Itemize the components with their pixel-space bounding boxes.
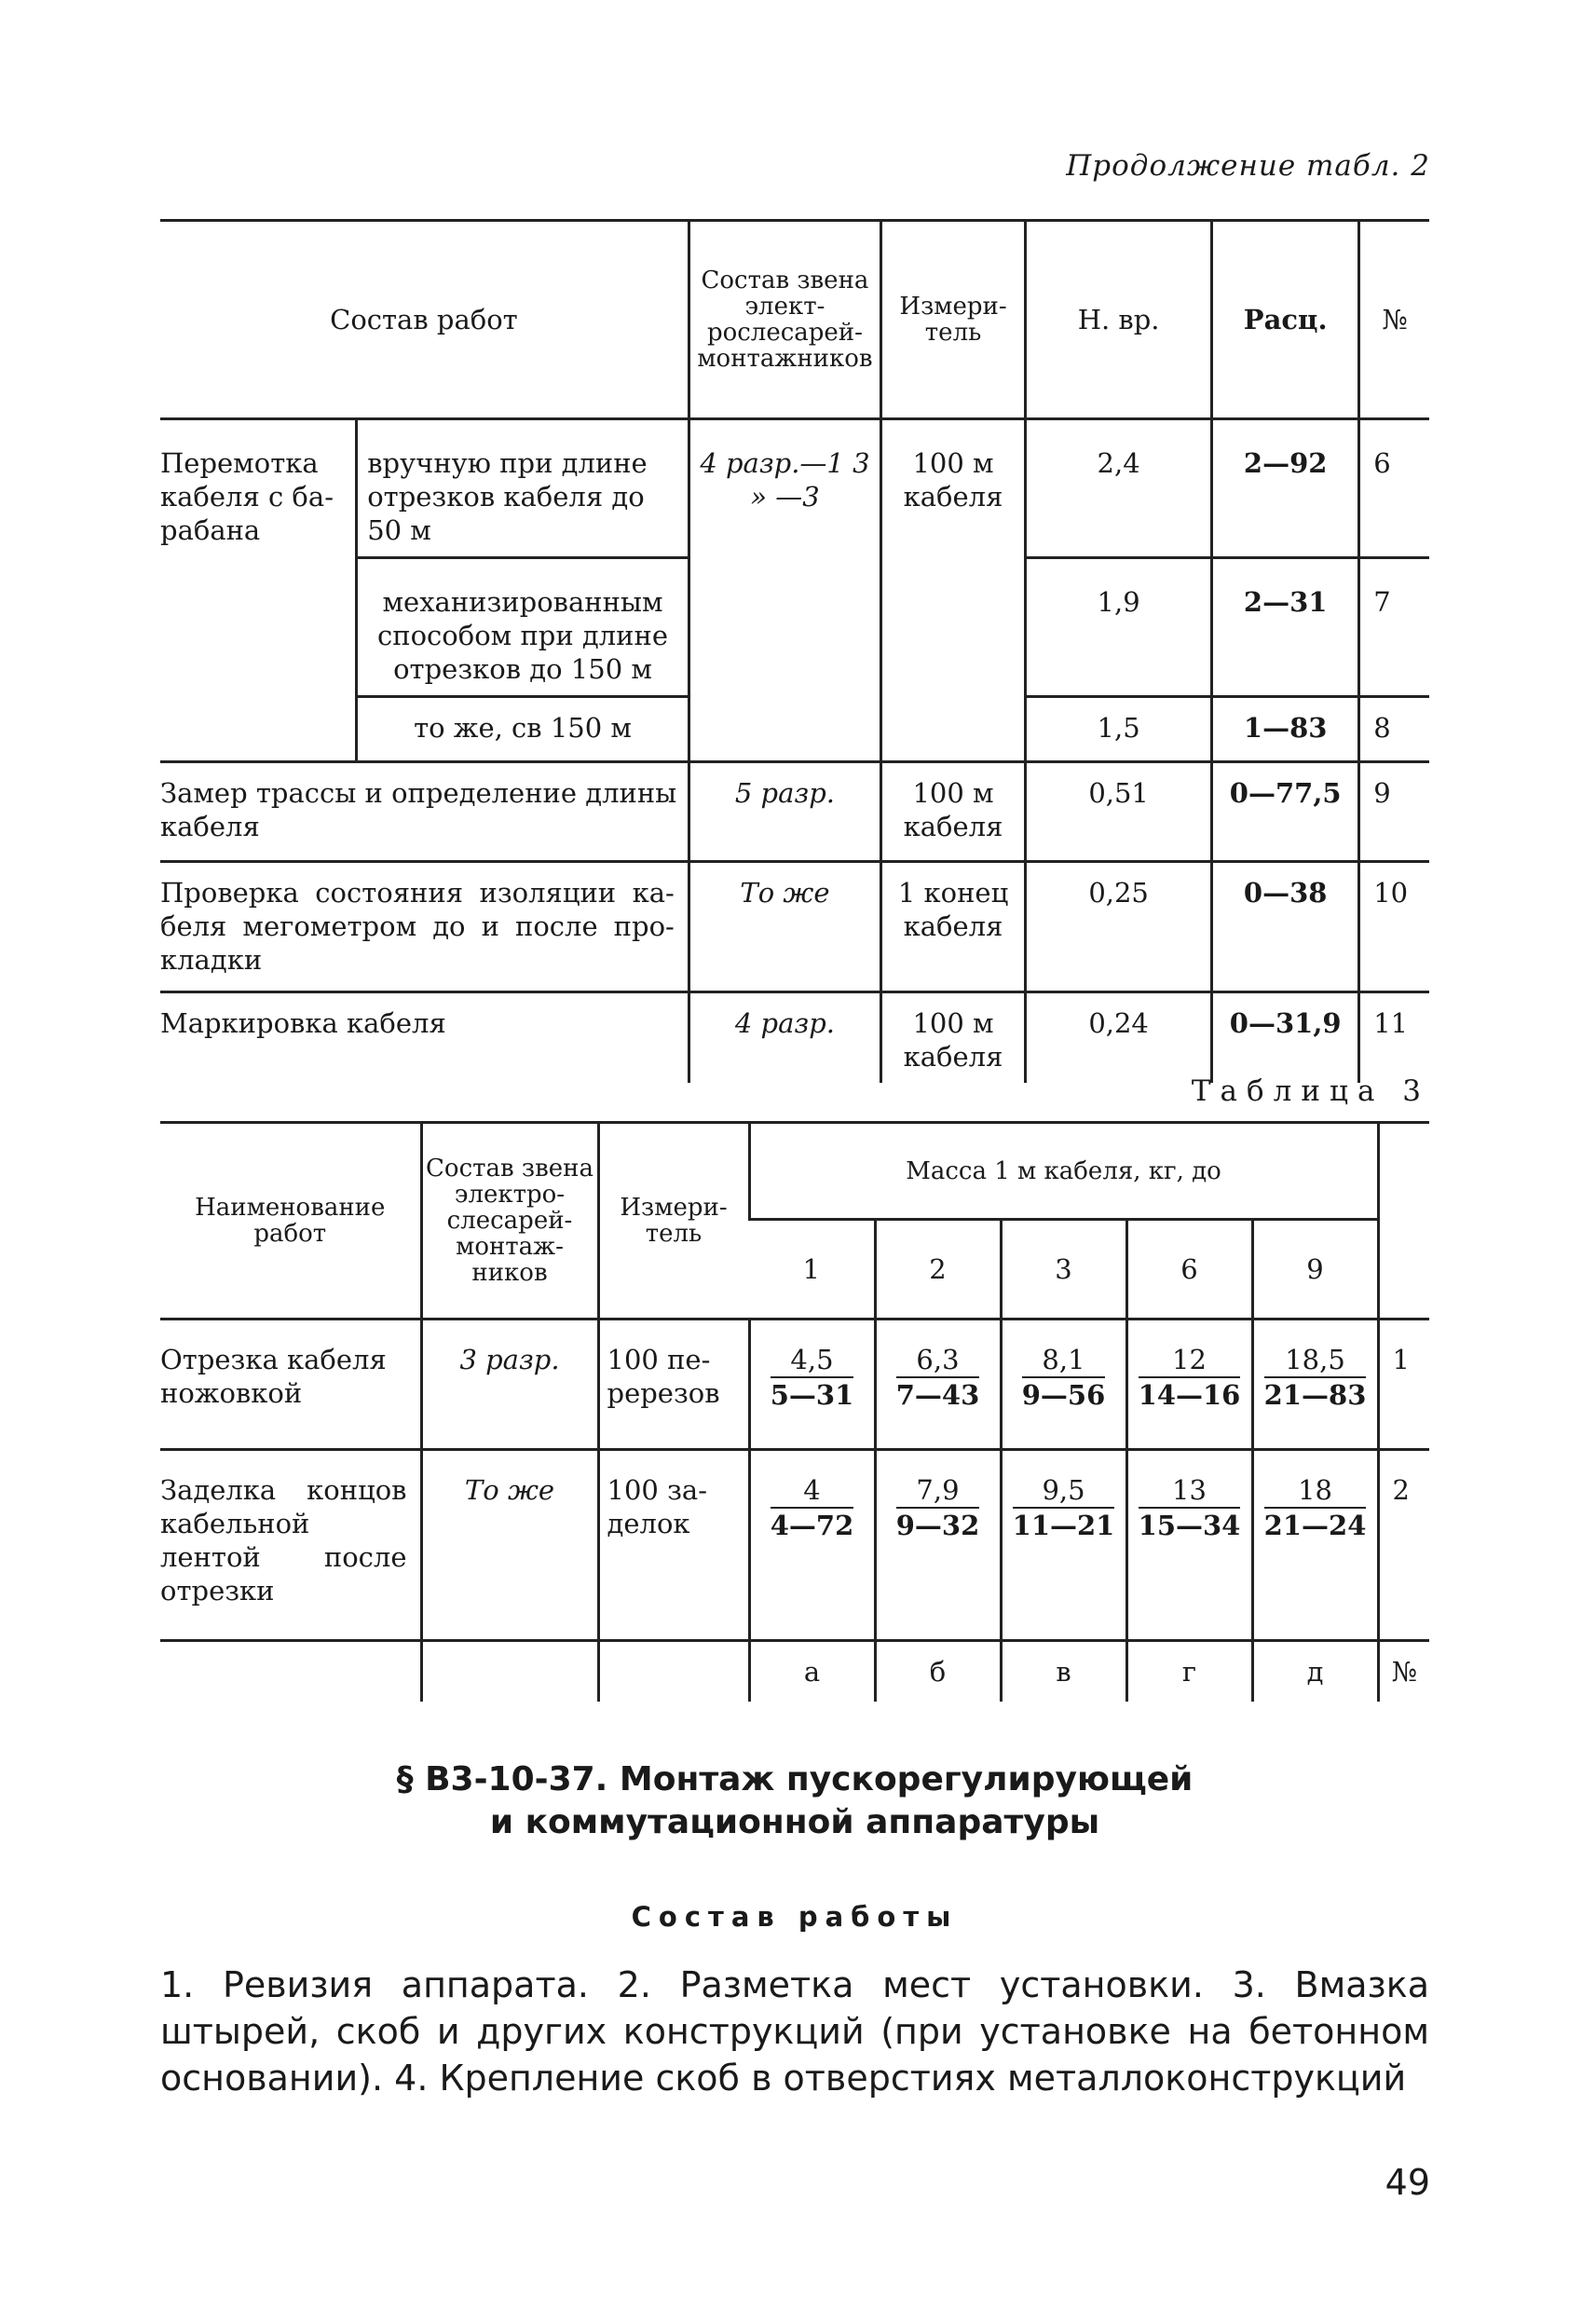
rate-value: 2—31 [1212, 558, 1359, 697]
header-name: Наименование работ [160, 1123, 421, 1320]
section-title-line1: § В3-10-37. Монтаж пускорегулирующей [396, 1760, 1194, 1798]
unit-value: 1 конец кабеля [881, 862, 1026, 992]
rate-value: 0—77,5 [1212, 762, 1359, 862]
mass-cell [875, 1320, 1001, 1450]
work-name: Проверка состояния изоляции кабеля мегометром до и после прокладки [160, 862, 689, 992]
continuation-note: Продолжение табл. 2 [1066, 149, 1430, 183]
table-3 [160, 1121, 1429, 1702]
norm-value: 0,25 [1026, 862, 1212, 992]
row-number: 2 [1378, 1450, 1429, 1641]
norm-value: 9,5 [1013, 1473, 1115, 1509]
unit-value: 100 м кабеля [881, 992, 1026, 1084]
norm-value: 8,1 [1022, 1343, 1106, 1378]
crew-value: То же [689, 862, 880, 992]
rate-value: 21—24 [1263, 1510, 1367, 1541]
norm-value: 6,3 [896, 1343, 980, 1378]
crew-value: То же [421, 1450, 598, 1641]
rate-value: 7—43 [895, 1379, 980, 1411]
rate-value: 1—83 [1212, 697, 1359, 762]
mass-cell [1126, 1450, 1252, 1641]
table-row [160, 1450, 1429, 1641]
header-work: Состав работ [160, 221, 689, 419]
work-name: Отрезка кабеля ножовкой [160, 1320, 421, 1450]
work-name: Заделка концов кабельной лентой после отрезки [160, 1450, 421, 1641]
header-no: № [1359, 221, 1429, 419]
norm-value: 1,9 [1026, 558, 1212, 697]
norm-value: 2,4 [1026, 419, 1212, 558]
group-method: то же, св 150 м [357, 697, 689, 762]
footer-letter: г [1126, 1641, 1252, 1702]
mass-cell [1252, 1320, 1378, 1450]
row-number: 8 [1359, 697, 1429, 762]
table-2-continuation [160, 219, 1429, 1083]
row-number: 10 [1359, 862, 1429, 992]
work-name: Замер трассы и определение длины кабеля [160, 762, 689, 862]
unit-value: 100 перерезов [598, 1320, 749, 1450]
page-number: 49 [1385, 2162, 1430, 2203]
norm-value: 18,5 [1264, 1343, 1367, 1378]
norm-value: 1,5 [1026, 697, 1212, 762]
rate-value: 11—21 [1012, 1510, 1115, 1541]
table-3-label: Таблица 3 [1191, 1074, 1430, 1108]
table-row [160, 1320, 1429, 1450]
norm-value: 4,5 [771, 1343, 854, 1378]
footer-blank [598, 1641, 749, 1702]
row-number: 7 [1359, 558, 1429, 697]
group-label: Перемотка кабеля с барабана [160, 419, 357, 762]
section-title [160, 1758, 1429, 1844]
header-norm: Н. вр. [1026, 221, 1212, 419]
rate-value: 0—31,9 [1212, 992, 1359, 1084]
header-mass: Масса 1 м кабеля, кг, до [749, 1123, 1378, 1220]
footer-no: № [1378, 1641, 1429, 1702]
norm-value: 0,24 [1026, 992, 1212, 1084]
mass-col-header: 6 [1126, 1220, 1252, 1320]
table-row [160, 862, 1429, 992]
unit-value: 100 м кабеля [881, 762, 1026, 862]
footer-letter: д [1252, 1641, 1378, 1702]
body-paragraph: 1. Ревизия аппарата. 2. Разметка мест установки. 3. Вмазка штырей, скоб и других конструкций (при установке на бетонном основании). 4. Крепление скоб в отверстиях металлоконструкций [160, 1964, 1429, 2099]
table-footer-row [160, 1641, 1429, 1702]
group-method: механизированным способом при длине отрезков до 150 м [357, 558, 689, 697]
rate-value: 0—38 [1212, 862, 1359, 992]
mass-cell [749, 1450, 875, 1641]
table-row [160, 762, 1429, 862]
work-composition-title: Состав работы [631, 1901, 959, 1933]
header-unit: Измеритель [598, 1123, 749, 1320]
mass-cell [749, 1320, 875, 1450]
mass-col-header: 3 [1001, 1220, 1126, 1320]
section-title-line2: и коммутационной аппаратуры [489, 1803, 1100, 1841]
footer-blank [421, 1641, 598, 1702]
mass-cell [1001, 1450, 1126, 1641]
rate-value: 2—92 [1212, 419, 1359, 558]
table-row [160, 419, 1429, 558]
footer-letter: а [749, 1641, 875, 1702]
work-name: Маркировка кабеля [160, 1007, 446, 1039]
footer-blank [160, 1641, 421, 1702]
group-crew: 4 разр.—1 3 » —3 [689, 419, 880, 762]
header-rate: Расц. [1212, 221, 1359, 419]
mass-col-header: 2 [875, 1220, 1001, 1320]
header-crew: Состав звена электрослесареймонтажников [689, 221, 880, 419]
row-number: 1 [1378, 1320, 1429, 1450]
header-no-blank [1378, 1123, 1429, 1320]
row-number: 11 [1359, 992, 1429, 1084]
rate-value: 14—16 [1138, 1379, 1241, 1411]
header-crew: Состав звена электрослесареймонтажников [421, 1123, 598, 1320]
footer-letter: б [875, 1641, 1001, 1702]
norm-value: 0,51 [1026, 762, 1212, 862]
crew-value: 4 разр. [689, 992, 880, 1084]
mass-col-header: 1 [749, 1220, 875, 1320]
norm-value: 13 [1139, 1473, 1241, 1509]
rate-value: 21—83 [1263, 1379, 1367, 1411]
mass-cell [1252, 1450, 1378, 1641]
row-number: 9 [1359, 762, 1429, 862]
rate-value: 4—72 [770, 1510, 854, 1541]
row-number: 6 [1359, 419, 1429, 558]
rate-value: 9—32 [895, 1510, 980, 1541]
mass-cell [1001, 1320, 1126, 1450]
header-unit: Измеритель [881, 221, 1026, 419]
rate-value: 9—56 [1021, 1379, 1106, 1411]
table-row [160, 992, 1429, 1084]
norm-value: 18 [1264, 1473, 1367, 1509]
mass-col-header: 9 [1252, 1220, 1378, 1320]
mass-cell [875, 1450, 1001, 1641]
footer-letter: в [1001, 1641, 1126, 1702]
group-unit: 100 м кабеля [881, 419, 1026, 762]
rate-value: 5—31 [770, 1379, 854, 1411]
norm-value: 4 [771, 1473, 854, 1509]
rate-value: 15—34 [1138, 1510, 1241, 1541]
crew-value: 5 разр. [689, 762, 880, 862]
norm-value: 12 [1139, 1343, 1241, 1378]
mass-cell [1126, 1320, 1252, 1450]
unit-value: 100 заделок [598, 1450, 749, 1641]
norm-value: 7,9 [896, 1473, 980, 1509]
crew-value: 3 разр. [421, 1320, 598, 1450]
group-method: вручную при длине отрезков кабеля до 50 м [357, 419, 689, 558]
